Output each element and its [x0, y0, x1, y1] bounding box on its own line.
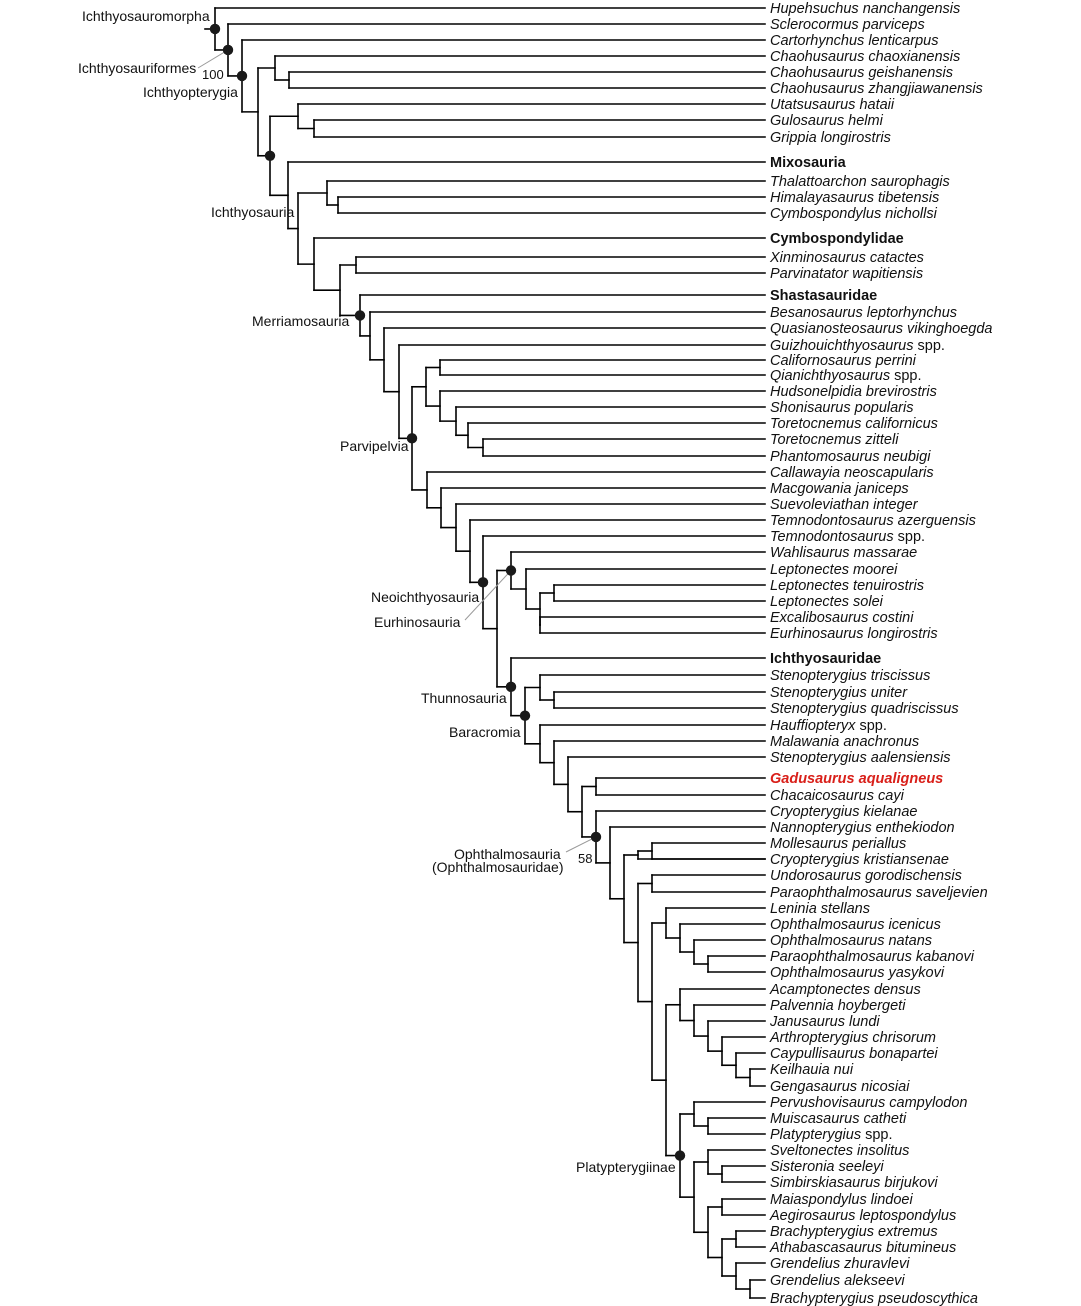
- support-value-ichthyosauriformes: 100: [202, 67, 224, 82]
- taxon-name: Californosaurus perrini: [770, 353, 916, 369]
- taxon-name: Nannopterygius enthekiodon: [770, 820, 955, 836]
- taxon-label: [770, 545, 917, 561]
- node-marker-eurhinosauria: [506, 565, 516, 575]
- taxon-label: [770, 288, 877, 304]
- taxon-label: [770, 81, 983, 97]
- taxon-name: Leptonectes tenuirostris: [770, 578, 924, 594]
- taxon-name: Besanosaurus leptorhynchus: [770, 305, 958, 321]
- taxon-name: Arthropterygius chrisorum: [770, 1030, 936, 1046]
- taxon-label: [770, 113, 884, 129]
- taxon-label: [770, 231, 904, 247]
- taxon-label: [770, 1127, 893, 1143]
- taxon-name: Toretocnemus zitteli: [770, 432, 899, 448]
- taxon-label: [770, 155, 847, 171]
- taxon-name: Thalattoarchon saurophagis: [770, 174, 950, 190]
- taxon-spp-suffix: spp.: [913, 338, 945, 354]
- taxon-label: [770, 885, 988, 901]
- taxon-label: [770, 771, 943, 787]
- taxon-name: Paraophthalmosaurus kabanovi: [770, 949, 974, 965]
- taxon-name: Utatsusaurus hataii: [770, 97, 895, 113]
- taxon-name: Gulosaurus helmi: [770, 113, 883, 129]
- taxon-name: Paraophthalmosaurus saveljevien: [770, 885, 988, 901]
- taxon-name: Wahlisaurus massarae: [770, 545, 918, 561]
- taxon-label: [770, 668, 930, 684]
- node-marker-ichthyopterygia: [237, 71, 247, 81]
- taxon-label: [770, 529, 925, 545]
- taxon-label: [770, 868, 962, 884]
- taxon-name: Parvinatator wapitiensis: [770, 266, 924, 282]
- taxon-label: [770, 400, 913, 416]
- taxon-label: [770, 965, 945, 981]
- taxon-name: Gadusaurus aqualigneus: [770, 771, 944, 787]
- taxon-name: Athabascasaurus bitumineus: [770, 1240, 957, 1256]
- taxon-name: Temnodontosaurus: [770, 529, 894, 545]
- taxon-label: [770, 368, 922, 384]
- taxon-label: [769, 250, 924, 266]
- taxon-label: [770, 449, 931, 465]
- taxon-label: [770, 206, 938, 222]
- taxon-label: [770, 1095, 967, 1111]
- taxon-name: Platypterygius: [770, 1127, 862, 1143]
- taxon-label: [770, 1273, 905, 1289]
- taxon-name: Hauffiopteryx: [770, 718, 856, 734]
- node-marker-ichthyosauriformes: [223, 45, 233, 55]
- clade-label-neoichthyosauria: Neoichthyosauria: [371, 589, 480, 605]
- node-marker-neoichthyosauria: [478, 577, 488, 587]
- taxon-name: Aegirosaurus leptospondylus: [770, 1208, 957, 1224]
- node-marker-merriamosauria: [355, 310, 365, 320]
- clade-label-ichthyosauria: Ichthyosauria: [211, 204, 295, 220]
- taxon-name: Simbirskiasaurus birjukovi: [770, 1175, 938, 1191]
- taxon-name: Malawania anachronus: [770, 734, 920, 750]
- taxon-label: [770, 33, 938, 49]
- taxon-name: Stenopterygius aalensiensis: [770, 750, 951, 766]
- taxon-label: [770, 701, 959, 717]
- taxon-name: Suevoleviathan integer: [770, 497, 918, 513]
- taxon-label: [770, 1256, 910, 1272]
- clade-label-platypterygiinae: Platypterygiinae: [576, 1159, 676, 1175]
- taxon-label: [770, 626, 938, 642]
- taxon-name: Excalibosaurus costini: [770, 610, 914, 626]
- taxon-name: Leninia stellans: [770, 901, 870, 917]
- taxon-label: [770, 734, 919, 750]
- taxon-label: [770, 1079, 910, 1095]
- taxon-name: Brachypterygius extremus: [770, 1224, 938, 1240]
- taxon-label: [770, 1111, 907, 1127]
- taxon-name: Hupehsuchus nanchangensis: [770, 1, 961, 17]
- taxon-label: [770, 465, 934, 481]
- taxon-label: [770, 266, 923, 282]
- taxon-label: [770, 384, 937, 400]
- taxon-name: Quasianosteosaurus vikinghoegda: [770, 321, 993, 337]
- taxon-name: Keilhauia nui: [770, 1062, 854, 1078]
- taxon-name: Palvennia hoybergeti: [770, 998, 906, 1014]
- taxon-label: [770, 788, 905, 804]
- taxon-name: Ophthalmosaurus icenicus: [770, 917, 941, 933]
- taxon-spp-suffix: spp.: [861, 1127, 893, 1143]
- node-marker-platypterygiinae: [675, 1150, 685, 1160]
- taxon-name: Mollesaurus periallus: [770, 836, 907, 852]
- taxon-name: Sclerocormus parviceps: [770, 17, 925, 33]
- taxon-name: Grendelius alekseevi: [770, 1273, 905, 1289]
- taxon-name: Callawayia neoscapularis: [770, 465, 934, 481]
- taxon-label: [770, 1062, 854, 1078]
- taxon-name: Acamptonectes densus: [770, 982, 921, 998]
- taxon-label: [770, 901, 870, 917]
- taxon-label: [770, 750, 951, 766]
- taxon-label: [770, 432, 899, 448]
- clade-label-ophthalmosauria: Ophthalmosauria: [454, 846, 561, 862]
- taxon-label: [770, 610, 914, 626]
- taxon-label: [770, 1046, 938, 1062]
- taxon-label: [770, 1, 960, 17]
- taxon-name: Janusaurus lundi: [770, 1014, 880, 1030]
- clade-label-ichthyosauromorpha: Ichthyosauromorpha: [82, 8, 210, 24]
- clade-label-ichthyopterygia: Ichthyopterygia: [143, 84, 238, 100]
- taxon-label: [770, 353, 917, 369]
- taxon-label: [770, 17, 925, 33]
- taxon-name: Stenopterygius uniter: [770, 685, 908, 701]
- taxon-label: [770, 513, 976, 529]
- clade-label-eurhinosauria: Eurhinosauria: [374, 614, 461, 630]
- taxon-name: Caypullisaurus bonapartei: [770, 1046, 938, 1062]
- taxon-label: [770, 852, 949, 868]
- taxon-label: [769, 1030, 936, 1046]
- taxon-label: [770, 917, 941, 933]
- clade-label-ichthyosauriformes: Ichthyosauriformes: [78, 60, 197, 76]
- taxon-name: Maiaspondylus lindoei: [770, 1192, 913, 1208]
- node-marker-baracromia: [520, 710, 530, 720]
- taxon-label: [770, 338, 945, 354]
- taxon-label: [770, 497, 919, 513]
- taxon-name: Sisteronia seeleyi: [770, 1159, 884, 1175]
- leader-line-ichthyosauriformes: [198, 50, 228, 68]
- taxon-label: [770, 305, 957, 321]
- taxon-name: Ophthalmosaurus natans: [770, 933, 933, 949]
- taxon-label: [770, 1192, 913, 1208]
- taxon-label: [770, 97, 895, 113]
- taxon-label: [770, 836, 906, 852]
- taxon-label: [769, 1240, 956, 1256]
- support-value-ophthalmosauria: 58: [578, 851, 593, 866]
- clade-label-parvipelvia: Parvipelvia: [340, 438, 409, 454]
- taxon-name: Himalayasaurus tibetensis: [770, 190, 940, 206]
- taxon-name: Ophthalmosaurus yasykovi: [770, 965, 945, 981]
- node-marker-ichthyosauria: [265, 151, 275, 161]
- taxon-label: [769, 1208, 956, 1224]
- taxon-label: [770, 685, 908, 701]
- taxon-name: Undorosaurus gorodischensis: [770, 868, 962, 884]
- taxon-label: [770, 998, 906, 1014]
- taxon-name: Gengasaurus nicosiai: [770, 1079, 910, 1095]
- taxon-name: Cymbospondylidae: [770, 231, 904, 247]
- taxon-name: Leptonectes moorei: [770, 562, 898, 578]
- taxon-name: Sveltonectes insolitus: [770, 1143, 910, 1159]
- taxon-spp-suffix: spp.: [855, 718, 887, 734]
- taxon-name: Shastasauridae: [770, 288, 878, 304]
- taxon-name: Brachypterygius pseudoscythica: [770, 1291, 978, 1306]
- taxon-name: Chaohusaurus chaoxianensis: [770, 49, 961, 65]
- taxon-label: [770, 130, 891, 146]
- taxon-name: Cartorhynchus lenticarpus: [770, 33, 939, 49]
- taxon-label: [770, 820, 955, 836]
- taxon-name: Qianichthyosaurus: [770, 368, 891, 384]
- taxon-name: Chaohusaurus geishanensis: [770, 65, 953, 81]
- taxon-label: [770, 718, 887, 734]
- taxon-name: Macgowania janiceps: [770, 481, 909, 497]
- taxon-label: [770, 578, 924, 594]
- taxon-label: [770, 651, 881, 667]
- taxon-name: Eurhinosaurus longirostris: [770, 626, 938, 642]
- taxon-name: Xinminosaurus catactes: [770, 250, 924, 266]
- taxon-name: Phantomosaurus neubigi: [770, 449, 931, 465]
- taxon-label: [770, 1159, 884, 1175]
- taxon-name: Stenopterygius quadriscissus: [770, 701, 959, 717]
- clade-label-baracromia: Baracromia: [449, 724, 521, 740]
- node-marker-ichthyosauromorpha: [210, 24, 220, 34]
- clade-label-merriamosauria: Merriamosauria: [252, 313, 350, 329]
- taxon-name: Shonisaurus popularis: [770, 400, 914, 416]
- taxon-name: Cryopterygius kristiansenae: [770, 852, 949, 868]
- taxon-label: [770, 65, 953, 81]
- taxon-name: Hudsonelpidia brevirostris: [770, 384, 937, 400]
- taxon-name: Leptonectes solei: [770, 594, 883, 610]
- taxon-label: [770, 174, 950, 190]
- taxon-label: [770, 949, 975, 965]
- clade-labels: [78, 8, 676, 1175]
- taxon-name: Cryopterygius kielanae: [770, 804, 918, 820]
- clade-label-thunnosauria: Thunnosauria: [421, 690, 507, 706]
- taxon-label: [770, 804, 918, 820]
- taxon-label: [770, 1175, 938, 1191]
- taxon-name: Chaohusaurus zhangjiawanensis: [770, 81, 983, 97]
- clade-label-ophthalmosauridae: (Ophthalmosauridae): [432, 859, 564, 875]
- taxon-name: Ichthyosauridae: [770, 651, 882, 667]
- taxon-label: [770, 1224, 938, 1240]
- taxon-label: [770, 594, 884, 610]
- taxon-label: [769, 982, 921, 998]
- node-marker-thunnosauria: [506, 682, 516, 692]
- taxon-name: Guizhouichthyosaurus: [770, 338, 914, 354]
- taxon-name: Toretocnemus californicus: [770, 416, 938, 432]
- taxon-name: Pervushovisaurus campylodon: [770, 1095, 968, 1111]
- taxon-name: Grendelius zhuravlevi: [770, 1256, 910, 1272]
- taxon-name: Muiscasaurus catheti: [770, 1111, 907, 1127]
- taxon-name: Stenopterygius triscissus: [770, 668, 931, 684]
- taxon-name: Cymbospondylus nichollsi: [770, 206, 937, 222]
- taxon-label: [770, 1143, 909, 1159]
- taxon-name: Chacaicosaurus cayi: [770, 788, 904, 804]
- taxon-label: [770, 49, 960, 65]
- taxon-name: Temnodontosaurus azerguensis: [770, 513, 976, 529]
- taxon-name: Mixosauria: [770, 155, 846, 171]
- taxon-label: [770, 416, 938, 432]
- taxon-label: [770, 190, 939, 206]
- taxon-label: [770, 321, 992, 337]
- taxon-spp-suffix: spp.: [890, 368, 922, 384]
- taxon-label: [770, 481, 909, 497]
- taxon-label: [770, 933, 932, 949]
- taxon-label: [769, 1014, 880, 1030]
- taxon-spp-suffix: spp.: [893, 529, 926, 545]
- taxon-labels: [769, 1, 992, 1306]
- taxon-name: Grippia longirostris: [770, 130, 891, 146]
- tree-branches: [205, 8, 765, 1298]
- taxon-label: [770, 1291, 978, 1306]
- taxon-label: [770, 562, 898, 578]
- node-marker-ophthalmosauria: [591, 832, 601, 842]
